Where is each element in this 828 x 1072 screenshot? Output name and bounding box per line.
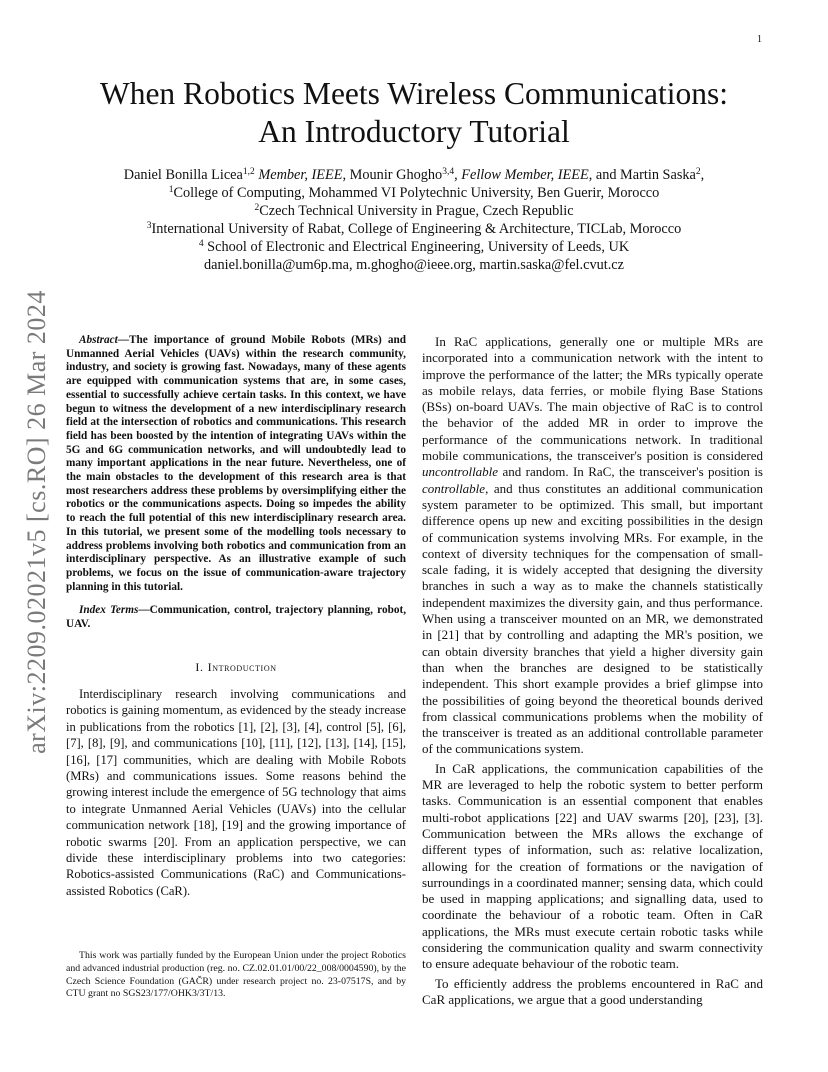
rac-paragraph-part-1: In RaC applications, generally one or multiple MRs are incorporated into a communication network with the intent to improve the performance of the latter; the MRs typically operate as mobile relays, data ferries, or mobile flying Base Stations (BSs) on-board UAVs. The main objective of RaC is to control the behavior of the added MR in order to improve the performance of the communications network. In traditional mobile communications, the transceiver's position is considered xyxy=(422,334,763,464)
author-1-affiliation-mark: 1,2 xyxy=(242,167,255,177)
affiliation-2 xyxy=(60,202,768,220)
section-title: Introduction xyxy=(207,659,277,674)
car-paragraph: In CaR applications, the communication capabilities of the MR are leveraged to help the robotic system to better perform tasks. Communication is an essential component that enables multi-robot applications [22] and UAV swarms [20], [23], [3]. Communication between the MRs allows the exchange of different types of information, such as: relative localization, allowing for the creation of formations or the navigation of surroundings in a coordinated manner; sensing data, which could be used in mapping applications; and signalling data, used to coordinate the behaviour of a robotic team. Often in CaR applications, the MRs must execute certain robotic tasks while considering the communication quality and swarm connectivity to ensure adequate behaviour of the robotic team. xyxy=(422,760,763,972)
affiliation-3-text: International University of Rabat, College of Engineering & Architecture, TICLab, Morocco xyxy=(151,221,682,237)
affiliation-1-mark: 1 xyxy=(168,185,174,195)
approach-paragraph: To efficiently address the problems encountered in RaC and CaR applications, we argue that a good understanding xyxy=(422,975,763,1007)
abstract xyxy=(66,334,406,594)
author-emails: daniel.bonilla@um6p.ma, m.ghogho@ieee.org, martin.saska@fel.cvut.cz xyxy=(204,257,624,273)
affiliation-1 xyxy=(60,184,768,202)
arxiv-identifier-stamp xyxy=(21,282,53,762)
author-3-affiliation-mark: 2 xyxy=(695,167,701,177)
rac-emphasis-uncontrollable: uncontrollable xyxy=(422,464,499,480)
funding-footnote: This work was partially funded by the European Union under the project Robotics and advanced industrial production (reg. no. CZ.02.01.01/00/22_008/0004590), by the Czech Science Foundation (GAČR) under research project no. 23-07517S, and by CTU grant no SGS23/177/OHK3/3T/13. xyxy=(66,950,406,1000)
abstract-text: —The importance of ground Mobile Robots (MRs) and Unmanned Aerial Vehicles (UAVs) within the research community, industry, and society is growing fast. Nowadays, many of these agents are equipped with communication systems that are, in some cases, essential to successfully achieve certain tasks. In this context, we have begun to witness the development of a new interdisciplinary research field at the intersection of robotics and communications. This research field has been boosted by the intention of integrating UAVs within the 5G and 6G communication networks, and will undoubtedly lead to many important applications in the near future. Nevertheless, one of the main obstacles to the development of this research area is that most researchers address these problems by oversimplifying either the robotics or the communications aspects. Doing so impedes the ability to reach the full potential of this new interdisciplinary research area. In this tutorial, we present some of the modelling tools necessary to address problems involving both robotics and communication from an interdisciplinary perspective. As an illustrative example of such problems, we focus on the issue of communication-aware trajectory planning in this tutorial. xyxy=(66,334,406,593)
paper-title xyxy=(60,75,768,151)
author-2-affiliation-mark: 3,4 xyxy=(442,167,455,177)
arxiv-identifier-text: arXiv:2209.02021v5 [cs.RO] 26 Mar 2024 xyxy=(22,290,51,754)
author-2-name: Mounir Ghogho xyxy=(349,167,443,183)
rac-paragraph-part-3: , and thus constitutes an additional communication system parameter to be optimized. This small, but important difference opens up new and exciting possibilities in the design of communication systems involving MRs. For example, in the context of diversity techniques for the compensation of small-scale fading, it is widely accepted that designing the diversity branches in such a way as to make the channels statistically independent maximizes the diversity gain, and thus performance. When using a transceiver mounted on an MR, we demonstrated in [21] that by controlling and adapting the MR's position, we can obtain diversity branches that yield a higher diversity gain than when the branches are designed to be statistically independent. This short example provides a brief glimpse into the possibilities of going beyond the theoretical bounds derived from classical communications problems when the mobility of the transceiver is treated as an additional controllable parameter of the communications system. xyxy=(422,480,763,757)
abstract-label: Abstract xyxy=(79,334,118,346)
intro-paragraph-1: Interdisciplinary research involving communications and robotics is gaining momentum, as evidenced by the steady increase in publications from the robotics [1], [2], [3], [4], control [5], [6], [7], [8], [9], and communications [10], [11], [12], [13], [14], [15], [16], [17] communities, which are dealing with Mobile Robots (MRs) and communications issues. Some reasons behind the growing interest include the emergence of 5G technology that aims to integrate Unmanned Aerial Vehicles (UAVs) into the cellular communication network [18], [19] and the growing importance of robotic swarms [20]. From an application perspective, we can divide these interdisciplinary problems into two categories: Robotics-assisted Communications (RaC) and Communications-assisted Robotics (CaR). xyxy=(66,686,406,898)
affiliation-3 xyxy=(60,220,768,238)
author-2-role: Fellow Member, IEEE xyxy=(461,167,589,183)
index-terms-text: —Communication, control, trajectory planning, robot, UAV. xyxy=(66,604,407,631)
index-terms xyxy=(66,604,406,631)
affiliation-4-text: School of Electronic and Electrical Engineering, University of Leeds, UK xyxy=(203,239,630,255)
affiliation-2-text: Czech Technical University in Prague, Czech Republic xyxy=(259,203,574,219)
affiliation-2-mark: 2 xyxy=(254,203,260,213)
index-terms-label: Index Terms xyxy=(79,604,139,617)
page-number: 1 xyxy=(757,34,762,45)
affiliation-3-mark: 3 xyxy=(146,221,152,231)
affiliation-4 xyxy=(60,238,768,256)
author-3-name: and Martin Saska xyxy=(595,167,696,183)
author-1-role: Member, IEEE xyxy=(258,167,343,183)
section-number: I. xyxy=(195,659,204,674)
left-column xyxy=(66,334,406,899)
affiliation-1-text: College of Computing, Mohammed VI Polytechnic University, Ben Guerir, Morocco xyxy=(173,185,660,201)
author-block xyxy=(60,166,768,274)
rac-paragraph-part-2: and random. In RaC, the transceiver's position is xyxy=(498,464,763,480)
author-1-name: Daniel Bonilla Licea xyxy=(123,167,243,183)
rac-emphasis-controllable: controllable xyxy=(422,480,486,496)
section-heading xyxy=(66,659,406,675)
right-column xyxy=(422,334,763,1008)
title-line-1: When Robotics Meets Wireless Communications: xyxy=(99,76,729,111)
title-line-2: An Introductory Tutorial xyxy=(258,114,570,149)
rac-paragraph xyxy=(422,334,763,758)
author-names: Daniel Bonilla Licea$^{1,2}$ Member, IEEE, Mounir Ghogho$^{3,4}$, Fellow Member, IEEE, and Martin Saska$^2$, xyxy=(123,167,705,183)
affiliation-4-mark: 4 xyxy=(198,239,204,249)
